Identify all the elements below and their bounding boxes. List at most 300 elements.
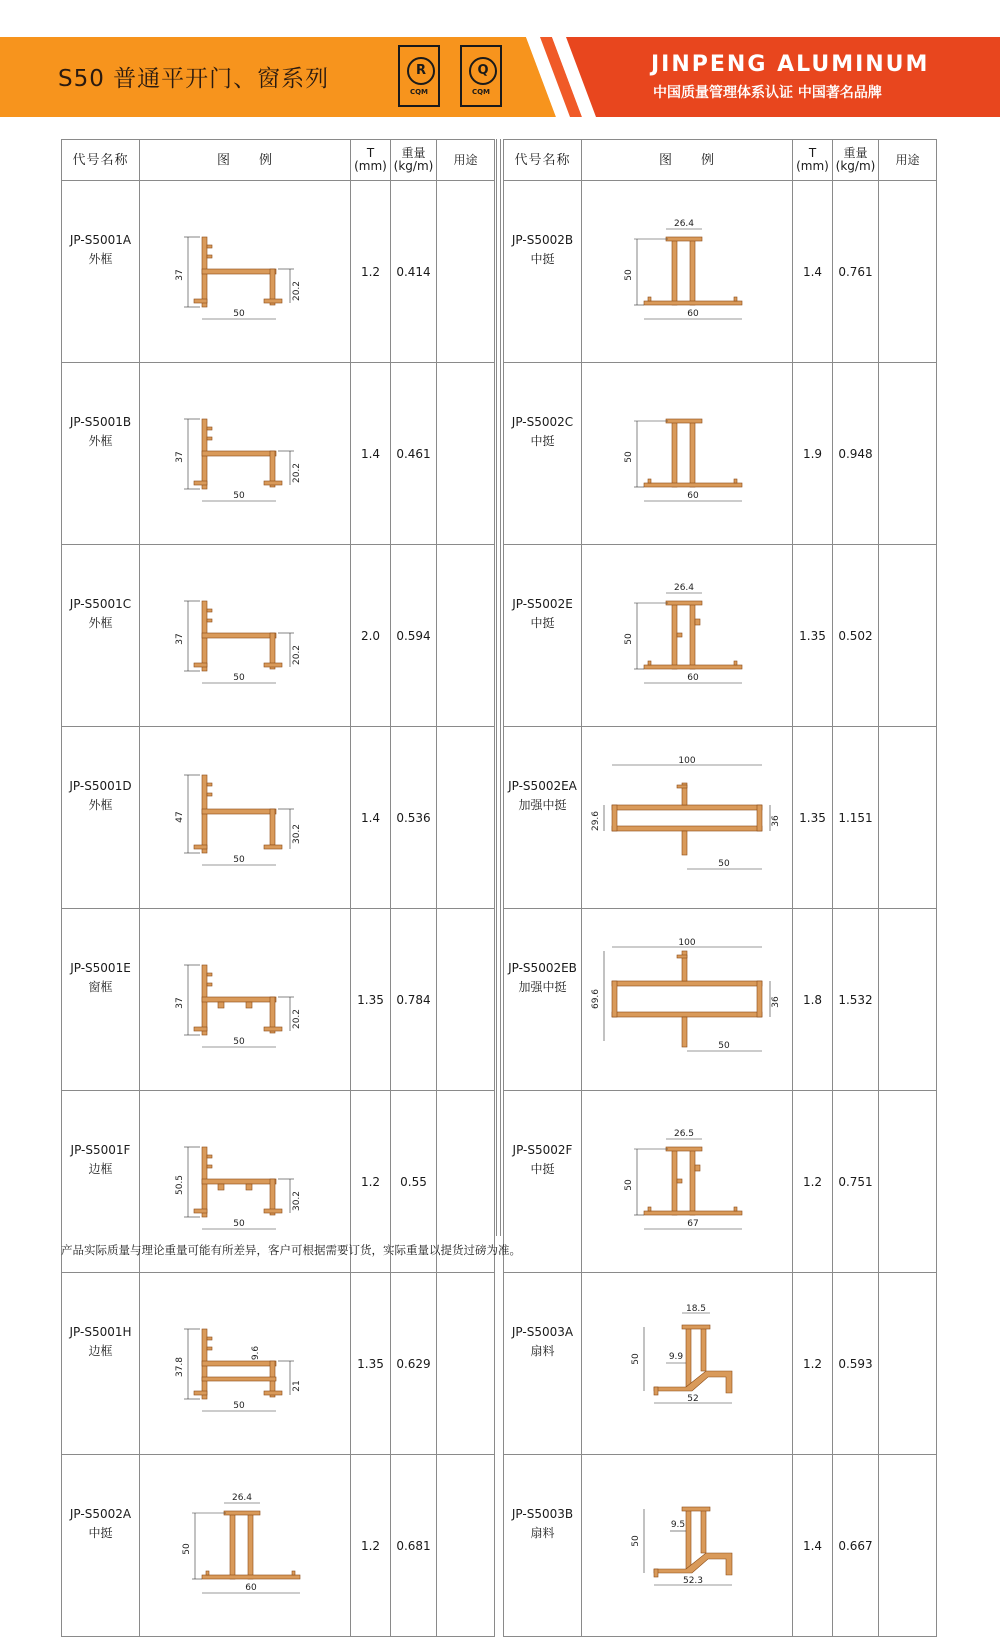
- profile-figure: [140, 755, 350, 881]
- profile-tab: [207, 1165, 212, 1168]
- profile-tab: [654, 1569, 658, 1577]
- profile-left-wall: [612, 805, 617, 831]
- profile-top-flange: [666, 601, 702, 605]
- profile-clip: [218, 1002, 224, 1008]
- usage-value: [879, 1455, 937, 1637]
- profile-bottom-flange: [644, 1211, 742, 1215]
- thickness-value: 1.4: [351, 363, 391, 545]
- dimension-label: 50: [233, 672, 245, 683]
- table-row: [62, 909, 495, 1091]
- profile-name: 外框: [88, 798, 113, 812]
- dimension-label: 50: [631, 1352, 641, 1365]
- dimension-label: 52: [687, 1393, 699, 1404]
- profile-tab: [648, 661, 651, 665]
- thickness-value: 1.2: [793, 1091, 833, 1273]
- dimension-label: 52.3: [682, 1575, 704, 1586]
- table-row: [504, 545, 937, 727]
- profile-code: JP-S5001F: [70, 1143, 131, 1157]
- profile-tab: [207, 609, 212, 612]
- profile-clip: [246, 1002, 252, 1008]
- profile-figure-cell: [582, 363, 793, 545]
- profile-table-left: [61, 139, 495, 1637]
- thickness-value: 1.9: [793, 363, 833, 545]
- dimension-label: 50: [624, 1178, 634, 1191]
- profile-figure-cell: [582, 909, 793, 1091]
- profile-name: 中挺: [530, 1162, 555, 1176]
- profile-tab: [207, 255, 212, 258]
- weight-value: 0.948: [833, 363, 879, 545]
- dimension-label: 50: [233, 1036, 245, 1047]
- table-row: [62, 1273, 495, 1455]
- weight-value: 0.761: [833, 181, 879, 363]
- profile-name: 中挺: [530, 252, 555, 266]
- profile-table-right: [503, 139, 937, 1637]
- table-header-row: [62, 140, 495, 181]
- profile-name: 边框: [88, 1162, 113, 1176]
- profile-wall: [686, 1327, 691, 1387]
- header-thickness: [793, 140, 833, 181]
- profile-top-flange: [666, 1147, 702, 1151]
- profile-figure: [582, 937, 792, 1063]
- profile-tab: [207, 1155, 212, 1158]
- dimension-label: 50.5: [175, 1174, 185, 1195]
- header-thickness-label: T: [366, 146, 375, 160]
- profile-code: JP-S5001B: [69, 415, 132, 429]
- profile-code-cell: [504, 1455, 582, 1637]
- usage-value: [437, 181, 495, 363]
- weight-value: 0.55: [391, 1091, 437, 1273]
- profile-tab: [648, 479, 651, 483]
- profile-bottom: [612, 1012, 762, 1017]
- dimension-label: 26.4: [673, 582, 695, 593]
- profile-figure: [140, 937, 350, 1063]
- dimension-label: 60: [687, 490, 699, 501]
- profile-code: JP-S5001C: [69, 597, 132, 611]
- profile-wall: [690, 1149, 695, 1215]
- profile-bottom-flange: [644, 665, 742, 669]
- dimension-label: 26.4: [673, 218, 695, 229]
- profile-left-wall: [612, 981, 617, 1017]
- dimension-label: 20.2: [292, 280, 302, 301]
- header-weight-unit: (kg/m): [835, 159, 876, 173]
- dimension-label: 20.2: [292, 644, 302, 665]
- usage-value: [437, 1273, 495, 1455]
- thickness-value: 1.2: [351, 1455, 391, 1637]
- profile-wall: [686, 1509, 691, 1569]
- dimension-label: 37: [175, 450, 185, 463]
- weight-value: 0.502: [833, 545, 879, 727]
- dimension-label: 50: [233, 1400, 245, 1411]
- right-rows: [504, 181, 937, 1637]
- usage-value: [437, 909, 495, 1091]
- profile-foot: [194, 845, 207, 849]
- left-rows: [62, 181, 495, 1637]
- weight-value: 0.681: [391, 1455, 437, 1637]
- profile-clip: [677, 633, 682, 637]
- table-separator-right: [500, 139, 501, 1236]
- dimension-label: 21: [292, 1379, 302, 1392]
- profile-code: JP-S5002EB: [508, 961, 577, 975]
- profile-wall: [672, 421, 677, 487]
- profile-code: JP-S5003A: [511, 1325, 574, 1339]
- thickness-value: 1.35: [351, 909, 391, 1091]
- profile-tab: [207, 783, 212, 786]
- profile-figure-cell: [582, 1273, 793, 1455]
- table-row: [504, 363, 937, 545]
- profile-code: JP-S5002E: [512, 597, 573, 611]
- profile-top-flange: [682, 1507, 710, 1511]
- profile-tab: [207, 437, 212, 440]
- usage-value: [879, 727, 937, 909]
- dimension-label: 37: [175, 996, 185, 1009]
- usage-value: [879, 1091, 937, 1273]
- profile-name: 中挺: [530, 434, 555, 448]
- profile-code: JP-S5002EA: [508, 779, 577, 793]
- profile-wall: [672, 239, 677, 305]
- thickness-value: 1.4: [793, 181, 833, 363]
- weight-value: 1.151: [833, 727, 879, 909]
- profile-stem-bottom: [682, 831, 687, 855]
- profile-foot: [264, 299, 282, 303]
- profile-code-cell: [504, 1273, 582, 1455]
- profile-name: 中挺: [88, 1526, 113, 1540]
- profile-foot: [264, 1391, 282, 1395]
- profile-code-cell: [62, 545, 140, 727]
- thickness-value: 1.35: [351, 1273, 391, 1455]
- profile-right-wall: [270, 809, 275, 845]
- header-code: 代号名称: [62, 140, 140, 181]
- profile-figure: [140, 1301, 350, 1427]
- thickness-value: 1.8: [793, 909, 833, 1091]
- dimension-label: 50: [631, 1534, 641, 1547]
- profile-tab: [207, 427, 212, 430]
- profile-wall: [701, 1327, 706, 1371]
- dimension-label: 60: [687, 308, 699, 319]
- profile-bottom-flange: [202, 1575, 300, 1579]
- dimension-label: 26.5: [673, 1128, 695, 1139]
- profile-tab: [734, 297, 737, 301]
- table-row: [504, 727, 937, 909]
- profile-wall: [248, 1513, 253, 1579]
- profile-bottom: [612, 826, 762, 831]
- profile-wall: [672, 603, 677, 669]
- usage-value: [879, 909, 937, 1091]
- weight-value: 0.414: [391, 181, 437, 363]
- profile-tab: [648, 297, 651, 301]
- series-title: S50 普通平开门、窗系列: [58, 66, 330, 92]
- profile-top-flange: [666, 419, 702, 423]
- dimension-label: 9.5: [670, 1519, 686, 1530]
- profile-name: 加强中挺: [518, 980, 567, 994]
- header-weight: [833, 140, 879, 181]
- profile-code-cell: [62, 1273, 140, 1455]
- profile-figure: [582, 755, 792, 881]
- profile-bottom-flange: [644, 301, 742, 305]
- profile-code: JP-S5001E: [70, 961, 131, 975]
- table-row: [504, 1091, 937, 1273]
- header-figure: 图 例: [582, 140, 793, 181]
- dimension-label: 9.6: [251, 1345, 261, 1360]
- dimension-label: 9.9: [668, 1351, 684, 1362]
- table-separator-left: [496, 139, 497, 1236]
- cert-badge-r: [398, 45, 440, 107]
- profile-foot: [264, 1027, 282, 1031]
- profile-clip: [246, 1184, 252, 1190]
- dimension-label: 37: [175, 268, 185, 281]
- profile-code-cell: [62, 727, 140, 909]
- profile-figure-cell: [140, 1455, 351, 1637]
- profile-clip: [695, 1165, 700, 1171]
- profile-name: 窗框: [88, 980, 113, 994]
- table-header-row: [504, 140, 937, 181]
- usage-value: [879, 1273, 937, 1455]
- profile-figure-cell: [582, 1455, 793, 1637]
- profile-figure-cell: [140, 909, 351, 1091]
- profile-name: 外框: [88, 252, 113, 266]
- header-thickness: [351, 140, 391, 181]
- usage-value: [437, 727, 495, 909]
- profile-foot: [194, 1391, 207, 1395]
- dimension-label: 30.2: [292, 823, 302, 844]
- profile-clip: [677, 1179, 682, 1183]
- profile-code-cell: [504, 545, 582, 727]
- header-weight: [391, 140, 437, 181]
- dimension-label: 100: [678, 755, 696, 766]
- cert-r-label: CQM: [409, 88, 429, 96]
- header-weight-label: 重量: [843, 146, 868, 160]
- profile-web: [202, 809, 276, 814]
- header-usage: 用途: [879, 140, 937, 181]
- profile-wall: [690, 239, 695, 305]
- profile-wall: [672, 1149, 677, 1215]
- dimension-label: 18.5: [685, 1303, 707, 1314]
- profile-tab: [206, 1571, 209, 1575]
- profile-code: JP-S5003B: [511, 1507, 574, 1521]
- thickness-value: 1.2: [351, 181, 391, 363]
- profile-figure-cell: [582, 181, 793, 363]
- profile-tab: [207, 1347, 212, 1350]
- dimension-label: 50: [624, 268, 634, 281]
- usage-value: [437, 545, 495, 727]
- brand-name: JINPENG ALUMINUM: [651, 52, 930, 77]
- table-row: [504, 1455, 937, 1637]
- usage-value: [879, 545, 937, 727]
- profile-code: JP-S5001A: [69, 233, 132, 247]
- usage-value: [879, 363, 937, 545]
- dimension-label: 50: [182, 1542, 192, 1555]
- profile-figure: [140, 573, 350, 699]
- thickness-value: 1.2: [793, 1273, 833, 1455]
- table-row: [504, 909, 937, 1091]
- dimension-label: 67: [687, 1218, 699, 1229]
- profile-right-wall: [757, 805, 762, 831]
- profile-code-cell: [504, 909, 582, 1091]
- profile-tab: [648, 1207, 651, 1211]
- header-banner: [0, 37, 1000, 117]
- profile-figure: [140, 1119, 350, 1245]
- weight-value: 0.751: [833, 1091, 879, 1273]
- profile-foot: [264, 845, 282, 849]
- profile-code-cell: [504, 727, 582, 909]
- weight-value: 0.667: [833, 1455, 879, 1637]
- dimension-label: 50: [624, 632, 634, 645]
- profile-figure: [582, 1483, 792, 1609]
- footer-note: 产品实际质量与理论重量可能有所差异，客户可根据需要订货，实际重量以提货过磅为准。: [61, 1243, 521, 1257]
- profile-figure-cell: [582, 1091, 793, 1273]
- profile-foot: [194, 663, 207, 667]
- weight-value: 0.536: [391, 727, 437, 909]
- profile-foot: [194, 1209, 207, 1213]
- profile-figure: [582, 1301, 792, 1427]
- profile-tab: [292, 1571, 295, 1575]
- profile-web: [202, 1361, 276, 1366]
- profile-code: JP-S5002B: [511, 233, 574, 247]
- profile-code-cell: [62, 181, 140, 363]
- table-row: [504, 181, 937, 363]
- profile-tab: [207, 983, 212, 986]
- dimension-label: 29.6: [591, 810, 601, 831]
- profile-figure: [582, 391, 792, 517]
- profile-foot: [264, 481, 282, 485]
- thickness-value: 1.2: [351, 1091, 391, 1273]
- header-code: 代号名称: [504, 140, 582, 181]
- profile-name: 外框: [88, 616, 113, 630]
- dimension-label: 50: [233, 490, 245, 501]
- thickness-value: 1.4: [793, 1455, 833, 1637]
- table-row: [62, 545, 495, 727]
- profile-sash-leg: [654, 1371, 732, 1393]
- dimension-label: 36: [771, 814, 781, 827]
- cert-r-symbol: R: [407, 57, 435, 85]
- profile-wall: [701, 1509, 706, 1553]
- weight-value: 0.593: [833, 1273, 879, 1455]
- profile-figure: [582, 1119, 792, 1245]
- dimension-label: 100: [678, 937, 696, 948]
- profile-web: [202, 997, 276, 1002]
- weight-value: 1.532: [833, 909, 879, 1091]
- profile-clip: [695, 619, 700, 625]
- thickness-value: 1.35: [793, 545, 833, 727]
- profile-tab: [654, 1387, 658, 1395]
- profile-tab: [207, 619, 212, 622]
- profile-tab: [677, 785, 687, 788]
- profile-tab: [207, 1337, 212, 1340]
- banner-red-band: [566, 37, 1000, 117]
- profile-figure: [582, 573, 792, 699]
- profile-tab: [207, 793, 212, 796]
- weight-value: 0.461: [391, 363, 437, 545]
- profile-sash-leg: [654, 1553, 732, 1575]
- profile-figure-cell: [140, 1273, 351, 1455]
- dimension-label: 30.2: [292, 1190, 302, 1211]
- profile-code-cell: [504, 363, 582, 545]
- dimension-label: 50: [718, 858, 730, 869]
- profile-code-cell: [504, 181, 582, 363]
- dimension-label: 37.8: [175, 1356, 185, 1377]
- profile-name: 加强中挺: [518, 798, 567, 812]
- dimension-label: 37: [175, 632, 185, 645]
- weight-value: 0.629: [391, 1273, 437, 1455]
- profile-figure-cell: [140, 545, 351, 727]
- profile-tab: [207, 973, 212, 976]
- profile-foot: [264, 1209, 282, 1213]
- table-row: [62, 181, 495, 363]
- header-weight-unit: (kg/m): [393, 159, 434, 173]
- thickness-value: 1.4: [351, 727, 391, 909]
- profile-tab: [734, 1207, 737, 1211]
- dimension-label: 69.6: [591, 988, 601, 1009]
- profile-figure-cell: [140, 181, 351, 363]
- profile-name: 扇料: [530, 1526, 555, 1540]
- dimension-label: 26.4: [231, 1492, 253, 1503]
- profile-top-flange: [224, 1511, 260, 1515]
- profile-name: 边框: [88, 1344, 113, 1358]
- profile-figure-cell: [582, 545, 793, 727]
- profile-clip: [218, 1184, 224, 1190]
- profile-code: JP-S5002F: [512, 1143, 573, 1157]
- profile-foot: [194, 299, 207, 303]
- profile-figure: [140, 1483, 350, 1609]
- profile-code: JP-S5001D: [69, 779, 132, 793]
- profile-figure: [140, 391, 350, 517]
- profile-figure: [140, 209, 350, 335]
- profile-wall: [690, 421, 695, 487]
- profile-foot: [194, 481, 207, 485]
- dimension-label: 50: [233, 854, 245, 865]
- profile-figure: [582, 209, 792, 335]
- weight-value: 0.594: [391, 545, 437, 727]
- profile-tab: [677, 955, 687, 958]
- dimension-label: 50: [624, 450, 634, 463]
- profile-web: [202, 633, 276, 638]
- profile-wall: [230, 1513, 235, 1579]
- profile-bottom-flange: [644, 483, 742, 487]
- cert-q-label: CQM: [471, 88, 491, 96]
- cert-badge-q: [460, 45, 502, 107]
- profile-tab: [734, 661, 737, 665]
- profile-code: JP-S5001H: [69, 1325, 132, 1339]
- profile-figure-cell: [582, 727, 793, 909]
- header-usage: 用途: [437, 140, 495, 181]
- profile-right-wall: [757, 981, 762, 1017]
- brand-tagline: 中国质量管理体系认证 中国著名品牌: [653, 85, 882, 101]
- cert-q-symbol: Q: [469, 57, 497, 85]
- profile-name: 扇料: [530, 1344, 555, 1358]
- profile-code-cell: [62, 363, 140, 545]
- profile-top-flange: [666, 237, 702, 241]
- dimension-label: 20.2: [292, 1008, 302, 1029]
- profile-wall: [690, 603, 695, 669]
- dimension-label: 20.2: [292, 462, 302, 483]
- profile-figure-cell: [140, 363, 351, 545]
- profile-foot: [264, 663, 282, 667]
- profile-tab: [207, 245, 212, 248]
- dimension-label: 47: [175, 810, 185, 823]
- header-thickness-unit: (mm): [354, 159, 387, 173]
- profile-web: [202, 1179, 276, 1184]
- dimension-label: 50: [233, 308, 245, 319]
- dimension-label: 50: [233, 1218, 245, 1229]
- profile-foot: [194, 1027, 207, 1031]
- profile-top: [612, 805, 762, 810]
- profile-web: [202, 451, 276, 456]
- thickness-value: 1.35: [793, 727, 833, 909]
- profile-name: 中挺: [530, 616, 555, 630]
- usage-value: [437, 363, 495, 545]
- profile-code-cell: [62, 1455, 140, 1637]
- profile-top-flange: [682, 1325, 710, 1329]
- table-row: [504, 1273, 937, 1455]
